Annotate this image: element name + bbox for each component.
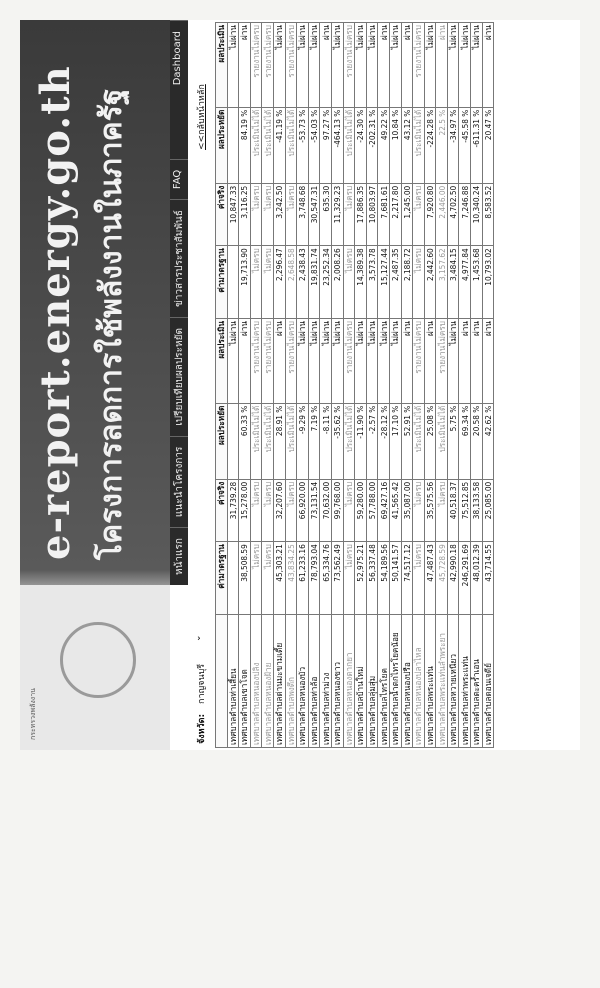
column-header: ผลประเมิน <box>216 319 228 404</box>
table-cell: ไม่ครบ <box>413 479 425 541</box>
table-cell: 25.08 % <box>424 403 436 479</box>
table-cell: 7,246.88 <box>459 183 471 245</box>
row-name-cell: เทศบาลตำบลบ้านใหม่ <box>355 615 367 748</box>
table-cell: รายงานไม่ครบ <box>413 23 425 108</box>
table-row <box>297 23 309 748</box>
table-cell: ไม่ครบ <box>250 183 262 245</box>
table-row <box>355 23 367 748</box>
table-cell: ไม่ผ่าน <box>389 319 401 404</box>
table-cell: ไม่ผ่าน <box>355 23 367 108</box>
table-cell: 43,714.55 <box>482 542 494 615</box>
column-header <box>216 615 228 748</box>
table-cell: 59,280.00 <box>355 479 367 541</box>
table-cell: 38,133.58 <box>471 479 483 541</box>
table-row <box>447 23 459 748</box>
row-name-cell: เทศบาลตำบลพงตึก <box>285 615 297 748</box>
table-cell: ประเมินไม่ได้ <box>343 107 355 183</box>
table-cell: 52.91 % <box>401 403 413 479</box>
table-cell: 70,632.00 <box>320 479 332 541</box>
table-cell: 2,296.47 <box>273 246 285 319</box>
row-name-cell: เทศบาลตำบลลุ่มสุ่ม <box>366 615 378 748</box>
table-cell: 20.58 % <box>471 403 483 479</box>
table-cell: ผ่าน <box>273 319 285 404</box>
row-name-cell: เทศบาลตำบลท่าล้อ <box>308 615 320 748</box>
row-name-cell: เทศบาลตำบลพระแท่น <box>424 615 436 748</box>
table-cell: ไม่ผ่าน <box>297 23 309 108</box>
province-label: จังหวัด: <box>197 713 207 744</box>
table-cell: 73,562.49 <box>331 542 343 615</box>
table-cell: ไม่ผ่าน <box>227 319 239 404</box>
table-row <box>366 23 378 748</box>
table-cell <box>227 107 239 183</box>
table-cell: ผ่าน <box>378 23 390 108</box>
table-cell: 19,831.74 <box>308 246 320 319</box>
table-cell: 42,990.18 <box>447 542 459 615</box>
table-cell: ประเมินไม่ได้ <box>413 107 425 183</box>
table-row <box>320 23 332 748</box>
table-cell: ไม่ผ่าน <box>331 23 343 108</box>
table-cell: ไม่ครบ <box>262 183 274 245</box>
row-name-cell: เทศบาลตำบลดอนเจดีย์ <box>482 615 494 748</box>
table-cell: ไม่ครบ <box>413 542 425 615</box>
table-cell: -54.03 % <box>308 107 320 183</box>
row-name-cell: เทศบาลตำบลพระแท่นลำพระยา <box>436 615 448 748</box>
table-cell: 45,303.21 <box>273 542 285 615</box>
table-cell: -2.57 % <box>366 403 378 479</box>
table-cell: 1,453.68 <box>471 246 483 319</box>
ministry-logo-icon <box>60 622 136 698</box>
table-cell: ไม่ครบ <box>285 183 297 245</box>
row-name-cell: เทศบาลตำบลน้ำตกไทรโยคน้อย <box>389 615 401 748</box>
table-cell: 57,788.00 <box>366 479 378 541</box>
table-cell: 635.30 <box>320 183 332 245</box>
back-link[interactable]: <<กลับหน้าหลัก <box>197 84 207 150</box>
row-name-cell: เทศบาลตำบลหนองบัว <box>297 615 309 748</box>
table-cell: 2,217.80 <box>389 183 401 245</box>
column-header: ค่าจริง <box>216 479 228 541</box>
table-cell: 23,252.34 <box>320 246 332 319</box>
table-cell: 7.19 % <box>308 403 320 479</box>
table-cell: ไม่ผ่าน <box>366 23 378 108</box>
table-cell: ไม่ครบ <box>250 479 262 541</box>
table-cell: ผ่าน <box>320 23 332 108</box>
nav-dashboard[interactable]: Dashboard <box>170 20 188 95</box>
table-cell: 35,575.56 <box>424 479 436 541</box>
table-cell: 1,245.00 <box>401 183 413 245</box>
table-cell: ไม่ครบ <box>436 479 448 541</box>
table-cell: 3,157.62 <box>436 246 448 319</box>
table-cell <box>227 403 239 479</box>
table-cell: -224.28 % <box>424 107 436 183</box>
table-cell: ผ่าน <box>239 23 251 108</box>
table-cell: 54,189.56 <box>378 542 390 615</box>
table-cell: รายงานไม่ครบ <box>262 23 274 108</box>
table-cell: ไม่ผ่าน <box>273 23 285 108</box>
table-row <box>378 23 390 748</box>
table-cell: 60.33 % <box>239 403 251 479</box>
table-cell: ไม่ผ่าน <box>297 319 309 404</box>
row-name-cell: เทศบาลตำบลหนองตากยา <box>343 615 355 748</box>
table-row <box>250 23 262 748</box>
row-name-cell: เทศบาลตำบลด่านมะขามเตี้ย <box>273 615 285 748</box>
table-cell: ไม่ผ่าน <box>308 319 320 404</box>
row-name-cell: เทศบาลตำบลหนองขาว <box>331 615 343 748</box>
table-cell <box>227 542 239 615</box>
results-table <box>215 22 494 748</box>
table-cell: 30,547.31 <box>308 183 320 245</box>
row-name-cell: เทศบาลตำบลเขาโจด <box>239 615 251 748</box>
table-cell: รายงานไม่ครบ <box>285 23 297 108</box>
table-cell: 7,681.61 <box>378 183 390 245</box>
table-cell: 52,975.21 <box>355 542 367 615</box>
filter-bar <box>190 20 212 750</box>
row-name-cell: เทศบาลตำบลหนองปลิง <box>250 615 262 748</box>
table-cell: -53.73 % <box>297 107 309 183</box>
table-cell: 47,487.43 <box>424 542 436 615</box>
table-cell: รายงานไม่ครบ <box>343 23 355 108</box>
table-cell: รายงานไม่ครบ <box>250 319 262 404</box>
table-cell: ผ่าน <box>436 23 448 108</box>
table-cell: 7,920.80 <box>424 183 436 245</box>
table-cell: ประเมินไม่ได้ <box>285 107 297 183</box>
table-cell: 3,573.78 <box>366 246 378 319</box>
table-cell: ไม่ครบ <box>413 246 425 319</box>
table-cell: -464.13 % <box>331 107 343 183</box>
table-cell: 8,583.52 <box>482 183 494 245</box>
table-cell: -45.58 % <box>459 107 471 183</box>
table-cell: 42.62 % <box>482 403 494 479</box>
logo-area <box>20 585 170 750</box>
table-row <box>227 23 239 748</box>
table-cell: 2,188.72 <box>401 246 413 319</box>
table-cell: รายงานไม่ครบ <box>413 319 425 404</box>
table-cell: 10,793.02 <box>482 246 494 319</box>
table-row <box>424 23 436 748</box>
table-cell: 10,340.24 <box>471 183 483 245</box>
table-cell: 22.5 % <box>436 107 448 183</box>
row-name-cell: เทศบาลตำบลหนองฝ้าย <box>262 615 274 748</box>
table-cell: -28.12 % <box>378 403 390 479</box>
nav-home[interactable]: หน้าแรก <box>170 527 188 585</box>
table-cell: รายงานไม่ครบ <box>285 319 297 404</box>
nav-faq[interactable]: FAQ <box>170 159 188 199</box>
table-cell: 2,438.43 <box>297 246 309 319</box>
table-body <box>227 23 494 748</box>
row-name-cell: เทศบาลตำบลท่าพระแท่น <box>459 615 471 748</box>
table-cell: ผ่าน <box>401 23 413 108</box>
table-cell: 38,508.59 <box>239 542 251 615</box>
table-cell: -11.90 % <box>355 403 367 479</box>
table-cell: 3,484.15 <box>447 246 459 319</box>
table-cell: 31,739.28 <box>227 479 239 541</box>
table-cell: ประเมินไม่ได้ <box>436 403 448 479</box>
table-cell: ไม่ผ่าน <box>389 23 401 108</box>
table-cell: 66,920.00 <box>297 479 309 541</box>
table-cell: ประเมินไม่ได้ <box>262 403 274 479</box>
table-header-row <box>216 23 228 748</box>
table-cell: ประเมินไม่ได้ <box>262 107 274 183</box>
table-cell: 69.34 % <box>459 403 471 479</box>
table-cell: 25,085.00 <box>482 479 494 541</box>
table-row <box>471 23 483 748</box>
table-row <box>273 23 285 748</box>
table-cell: ไม่ผ่าน <box>331 319 343 404</box>
table-cell: 50,141.57 <box>389 542 401 615</box>
site-subtitle: โครงการลดการใช้พลังงานในภาครัฐ <box>94 88 129 560</box>
table-cell: ไม่ผ่าน <box>459 23 471 108</box>
table-cell: 5.75 % <box>447 403 459 479</box>
table-cell: -34.97 % <box>447 107 459 183</box>
table-cell: 2,648.58 <box>285 246 297 319</box>
table-cell: 10,803.97 <box>366 183 378 245</box>
table-cell: 11,329.23 <box>331 183 343 245</box>
table-cell: ประเมินไม่ได้ <box>250 403 262 479</box>
table-cell: ไม่ผ่าน <box>366 319 378 404</box>
table-row <box>285 23 297 748</box>
table-cell: 49.22 % <box>378 107 390 183</box>
table-cell: 74,517.12 <box>401 542 413 615</box>
table-row <box>343 23 355 748</box>
row-name-cell: เทศบาลตำบลไทรโยค <box>378 615 390 748</box>
table-cell: 2,446.00 <box>436 183 448 245</box>
column-header: ค่ามาตรฐาน <box>216 246 228 319</box>
table-cell: -202.31 % <box>366 107 378 183</box>
table-cell: 28.91 % <box>273 403 285 479</box>
column-header: ค่ามาตรฐาน <box>216 542 228 615</box>
table-cell: ประเมินไม่ได้ <box>343 403 355 479</box>
table-cell: ไม่ครบ <box>285 479 297 541</box>
table-cell: ไม่ผ่าน <box>447 319 459 404</box>
row-name-cell: เทศบาลตำบลหนองปลาไหล <box>413 615 425 748</box>
table-cell: ประเมินไม่ได้ <box>285 403 297 479</box>
table-cell: ประเมินไม่ได้ <box>413 403 425 479</box>
table-cell: 19,713.90 <box>239 246 251 319</box>
table-cell: 43,834.25 <box>285 542 297 615</box>
table-cell: ไม่ผ่าน <box>320 319 332 404</box>
table-row <box>459 23 471 748</box>
table-cell: 41,565.42 <box>389 479 401 541</box>
table-cell: 15,278.00 <box>239 479 251 541</box>
column-header: ผลประหยัด <box>216 107 228 183</box>
table-cell: ไม่ครบ <box>262 246 274 319</box>
chevron-down-icon[interactable]: ⌄ <box>193 634 203 642</box>
table-cell: ผ่าน <box>401 319 413 404</box>
table-cell: 17,886.35 <box>355 183 367 245</box>
table-cell: ไม่ผ่าน <box>447 23 459 108</box>
table-row <box>413 23 425 748</box>
table-cell: -611.31 % <box>471 107 483 183</box>
table-cell: 2,487.35 <box>389 246 401 319</box>
table-cell: ไม่ผ่าน <box>355 319 367 404</box>
table-cell: ไม่ครบ <box>262 542 274 615</box>
table-cell: 3,116.25 <box>239 183 251 245</box>
table-row <box>239 23 251 748</box>
table-cell: 3,748.68 <box>297 183 309 245</box>
table-cell: ไม่ครบ <box>250 542 262 615</box>
table-cell: 48,012.39 <box>471 542 483 615</box>
table-cell: ไม่ผ่าน <box>308 23 320 108</box>
table-cell: ผ่าน <box>482 319 494 404</box>
table-cell: ประเมินไม่ได้ <box>250 107 262 183</box>
table-cell: รายงานไม่ครบ <box>436 319 448 404</box>
logo-caption: กระทรวงพลังงาน <box>29 688 37 740</box>
table-cell: 246,291.69 <box>459 542 471 615</box>
table-cell: 2,442.60 <box>424 246 436 319</box>
table-cell: ไม่ครบ <box>250 246 262 319</box>
table-cell: 61,233.16 <box>297 542 309 615</box>
table-cell: 32,207.60 <box>273 479 285 541</box>
nav-about[interactable]: แนะนำโครงการ <box>170 436 188 527</box>
table-cell: ไม่ผ่าน <box>227 23 239 108</box>
main-nav <box>170 20 188 585</box>
table-cell: 4,702.50 <box>447 183 459 245</box>
table-cell: ไม่ครบ <box>413 183 425 245</box>
table-row <box>401 23 413 748</box>
table-row <box>262 23 274 748</box>
table-cell: ไม่ผ่าน <box>378 319 390 404</box>
table-cell: ไม่ครบ <box>262 479 274 541</box>
table-cell: 20.47 % <box>482 107 494 183</box>
table-cell: 84.19 % <box>239 107 251 183</box>
table-cell: 45,728.59 <box>436 542 448 615</box>
table-cell: -35.62 % <box>331 403 343 479</box>
table-cell: 15,127.44 <box>378 246 390 319</box>
table-cell: ผ่าน <box>424 319 436 404</box>
row-name-cell: เทศบาลตำบลหนองปรือ <box>401 615 413 748</box>
column-header: ผลประหยัด <box>216 403 228 479</box>
table-cell: 10,847.33 <box>227 183 239 245</box>
table-cell: 78,793.04 <box>308 542 320 615</box>
table-cell: รายงานไม่ครบ <box>250 23 262 108</box>
table-row <box>308 23 320 748</box>
table-cell: 17.10 % <box>389 403 401 479</box>
column-header: ผลประเมิน <box>216 23 228 108</box>
table-cell: ผ่าน <box>482 23 494 108</box>
table-cell: 65,334.76 <box>320 542 332 615</box>
table-cell: 73,131.54 <box>308 479 320 541</box>
table-row <box>436 23 448 748</box>
table-cell: 99,768.00 <box>331 479 343 541</box>
table-cell: ผ่าน <box>459 319 471 404</box>
column-header: ค่าจริง <box>216 183 228 245</box>
table-cell: -24.30 % <box>355 107 367 183</box>
table-cell: 97.27 % <box>320 107 332 183</box>
table-cell: 3,242.50 <box>273 183 285 245</box>
row-name-cell: เทศบาลตำบลหวายเหนียว <box>447 615 459 748</box>
table-cell: 2,008.26 <box>331 246 343 319</box>
table-cell: 69,427.16 <box>378 479 390 541</box>
table-cell <box>227 246 239 319</box>
table-cell: -41.19 % <box>273 107 285 183</box>
nav-compare[interactable]: เปรียบเทียบผลประหยัด <box>170 317 188 436</box>
row-name-cell: เทศบาลตำบลตะคร้ำเอน <box>471 615 483 748</box>
row-name-cell: เทศบาลตำบลท่าม่วง <box>320 615 332 748</box>
table-cell: 35,087.00 <box>401 479 413 541</box>
table-cell: 75,512.85 <box>459 479 471 541</box>
table-cell: รายงานไม่ครบ <box>343 319 355 404</box>
table-cell: ไม่ครบ <box>343 183 355 245</box>
table-cell: ไม่ครบ <box>343 246 355 319</box>
table-cell: ไม่ผ่าน <box>471 23 483 108</box>
table-cell: ผ่าน <box>239 319 251 404</box>
table-cell: 14,389.38 <box>355 246 367 319</box>
table-cell: 40,518.37 <box>447 479 459 541</box>
table-cell: ผ่าน <box>471 319 483 404</box>
table-cell: ไม่ผ่าน <box>424 23 436 108</box>
table-cell: 56,337.48 <box>366 542 378 615</box>
table-row <box>389 23 401 748</box>
table-cell: ไม่ครบ <box>343 542 355 615</box>
province-select[interactable]: กาญจนบุรี <box>197 663 207 704</box>
table-row <box>331 23 343 748</box>
nav-news[interactable]: ข่าวสารประชาสัมพันธ์ <box>170 199 188 317</box>
rotated-report <box>20 20 580 750</box>
row-name-cell: เทศบาลตำบลท่าเสี้ยน <box>227 615 239 748</box>
table-cell: 43.12 % <box>401 107 413 183</box>
table-cell: -9.29 % <box>297 403 309 479</box>
site-title: e-report.energy.go.th <box>32 65 79 560</box>
table-row <box>482 23 494 748</box>
table-cell: ไม่ครบ <box>343 479 355 541</box>
table-cell: 10.84 % <box>389 107 401 183</box>
table-cell: รายงานไม่ครบ <box>262 319 274 404</box>
table-cell: -8.11 % <box>320 403 332 479</box>
table-cell: 4,977.84 <box>459 246 471 319</box>
